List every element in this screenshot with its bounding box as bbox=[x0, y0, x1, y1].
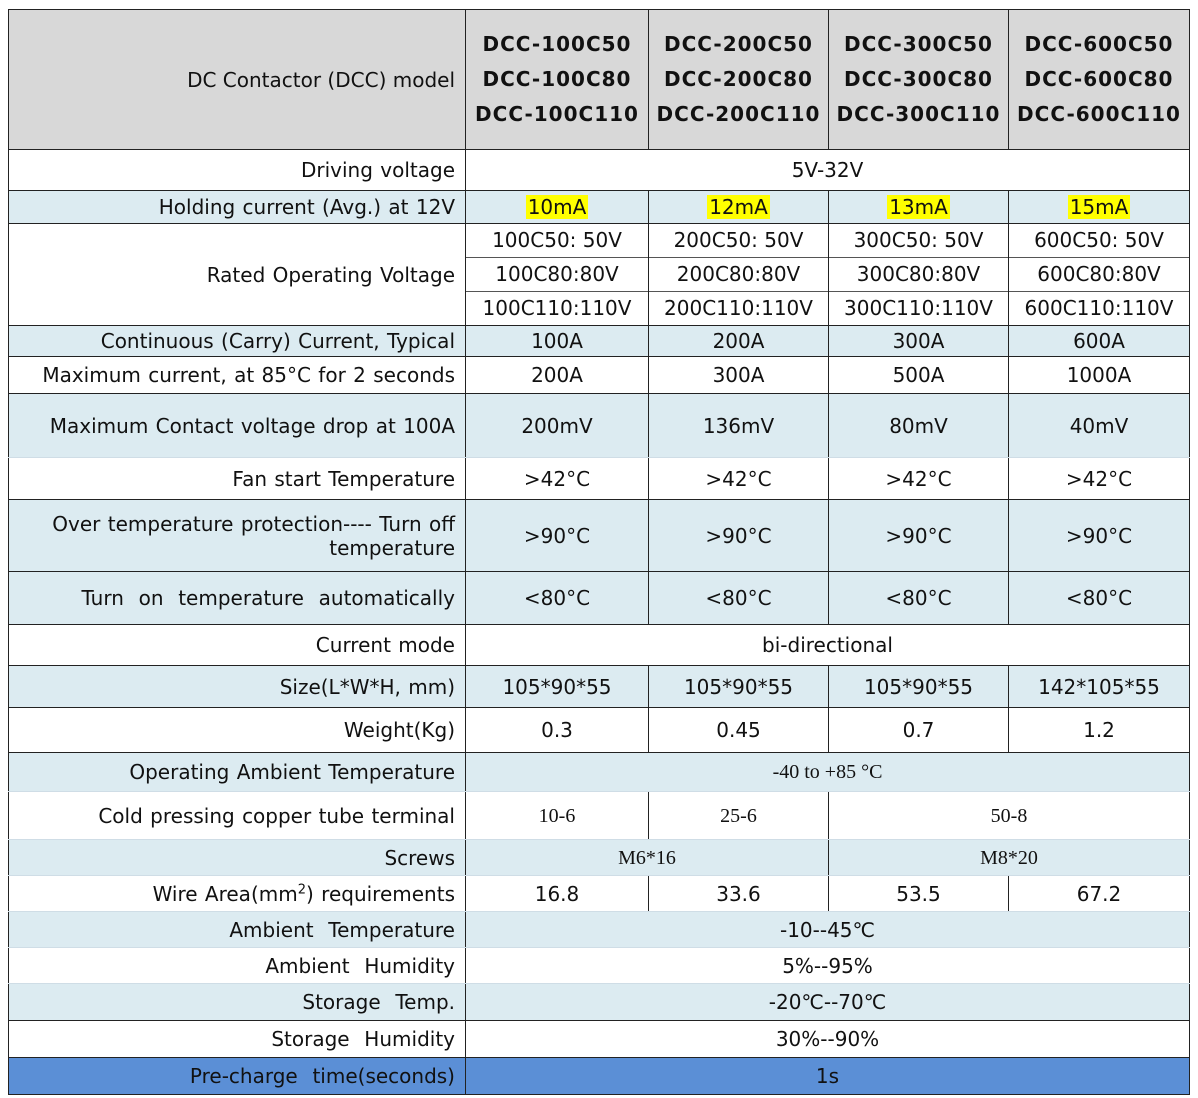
cell-value bbox=[649, 191, 829, 224]
cell-value: 100A bbox=[466, 326, 649, 357]
cell-value: 200A bbox=[649, 326, 829, 357]
row-screws bbox=[9, 840, 1190, 876]
highlighted-value: 12mA bbox=[709, 195, 768, 219]
row-label bbox=[9, 500, 466, 572]
header-row bbox=[9, 10, 1190, 150]
cell-value: 600A bbox=[1009, 326, 1190, 357]
cell-value: 200C80:80V bbox=[649, 258, 828, 292]
cell-value: 1s bbox=[466, 1058, 1190, 1095]
cell-value: 500A bbox=[829, 357, 1009, 394]
cell-value-group bbox=[649, 224, 829, 326]
cell-value: 300A bbox=[649, 357, 829, 394]
row-turn-on bbox=[9, 572, 1190, 625]
row-precharge bbox=[9, 1058, 1190, 1095]
model-group-100 bbox=[466, 10, 649, 150]
row-storage-humidity bbox=[9, 1021, 1190, 1058]
row-label: Turn on temperature automatically bbox=[9, 572, 466, 625]
cell-value: 33.6 bbox=[649, 876, 829, 912]
row-label: Storage Temp. bbox=[9, 984, 466, 1021]
cell-value: 300A bbox=[829, 326, 1009, 357]
row-label: Screws bbox=[9, 840, 466, 876]
model-name: DCC-200C110 bbox=[656, 102, 821, 126]
cell-value: <80°C bbox=[829, 572, 1009, 625]
row-label: Ambient Humidity bbox=[9, 948, 466, 984]
row-label: Holding current (Avg.) at 12V bbox=[9, 191, 466, 224]
row-weight bbox=[9, 708, 1190, 753]
cell-value: >42°C bbox=[466, 458, 649, 500]
row-label-line: temperature bbox=[329, 535, 455, 560]
cell-value: >42°C bbox=[649, 458, 829, 500]
cell-value: 0.3 bbox=[466, 708, 649, 753]
cell-value: 50-8 bbox=[829, 792, 1190, 840]
row-wire-area bbox=[9, 876, 1190, 912]
cell-value: 67.2 bbox=[1009, 876, 1190, 912]
cell-value: >90°C bbox=[466, 500, 649, 572]
model-name: DCC-100C110 bbox=[475, 102, 639, 126]
cell-value: 142*105*55 bbox=[1009, 666, 1190, 708]
cell-value bbox=[829, 191, 1009, 224]
row-storage-temp bbox=[9, 984, 1190, 1021]
row-label bbox=[9, 876, 466, 912]
cell-value: 200mV bbox=[466, 394, 649, 458]
cell-value: 1.2 bbox=[1009, 708, 1190, 753]
highlighted-value: 13mA bbox=[889, 195, 948, 219]
row-operating-ambient bbox=[9, 753, 1190, 792]
model-name: DCC-600C80 bbox=[1024, 67, 1174, 91]
cell-value: >90°C bbox=[829, 500, 1009, 572]
row-label: Maximum Contact voltage drop at 100A bbox=[9, 394, 466, 458]
cell-value: 600C50: 50V bbox=[1009, 224, 1189, 258]
cell-value: 0.7 bbox=[829, 708, 1009, 753]
cell-value: 100C80:80V bbox=[466, 258, 648, 292]
label-superscript: 2 bbox=[297, 881, 306, 897]
cell-value: -20℃--70℃ bbox=[466, 984, 1190, 1021]
row-ambient-humidity bbox=[9, 948, 1190, 984]
row-label: Fan start Temperature bbox=[9, 458, 466, 500]
model-name: DCC-600C50 bbox=[1024, 32, 1174, 56]
row-voltage-drop bbox=[9, 394, 1190, 458]
cell-value: 100C110:110V bbox=[482, 296, 632, 320]
row-label: Pre-charge time(seconds) bbox=[9, 1058, 466, 1095]
header-label: DC Contactor (DCC) model bbox=[9, 10, 466, 150]
model-name: DCC-300C50 bbox=[844, 32, 993, 56]
highlighted-value: 10mA bbox=[527, 195, 587, 219]
row-label: Storage Humidity bbox=[9, 1021, 466, 1058]
row-label: Maximum current, at 85°C for 2 seconds bbox=[9, 357, 466, 394]
row-terminal bbox=[9, 792, 1190, 840]
cell-value: 105*90*55 bbox=[649, 666, 829, 708]
cell-value: 0.45 bbox=[649, 708, 829, 753]
cell-value-group bbox=[1009, 224, 1190, 326]
row-label: Cold pressing copper tube terminal bbox=[9, 792, 466, 840]
row-label: Continuous (Carry) Current, Typical bbox=[9, 326, 466, 357]
cell-value-group bbox=[829, 224, 1009, 326]
cell-value: <80°C bbox=[649, 572, 829, 625]
row-label: Ambient Temperature bbox=[9, 912, 466, 948]
cell-value: >90°C bbox=[1009, 500, 1190, 572]
cell-value: 136mV bbox=[649, 394, 829, 458]
cell-value: 300C50: 50V bbox=[829, 224, 1008, 258]
cell-value: 105*90*55 bbox=[829, 666, 1009, 708]
cell-value: M8*20 bbox=[829, 840, 1190, 876]
cell-value: 5%--95% bbox=[466, 948, 1190, 984]
model-group-200 bbox=[649, 10, 829, 150]
row-max-current bbox=[9, 357, 1190, 394]
cell-value: 10-6 bbox=[466, 792, 649, 840]
label-part: ) requirements bbox=[306, 881, 455, 906]
model-name: DCC-200C50 bbox=[664, 32, 813, 56]
cell-value bbox=[1009, 191, 1190, 224]
row-label: Weight(Kg) bbox=[9, 708, 466, 753]
cell-value: 600C80:80V bbox=[1009, 258, 1189, 292]
cell-value: >42°C bbox=[829, 458, 1009, 500]
row-current-mode bbox=[9, 625, 1190, 666]
cell-value: 200C110:110V bbox=[664, 296, 813, 320]
row-over-temp bbox=[9, 500, 1190, 572]
model-name: DCC-200C80 bbox=[664, 67, 813, 91]
cell-value: -40 to +85 °C bbox=[466, 753, 1190, 792]
row-rated-voltage bbox=[9, 224, 1190, 326]
cell-value: 16.8 bbox=[466, 876, 649, 912]
cell-value: >42°C bbox=[1009, 458, 1190, 500]
row-label: Driving voltage bbox=[9, 150, 466, 191]
cell-value: 30%--90% bbox=[466, 1021, 1190, 1058]
model-name: DCC-100C80 bbox=[482, 67, 632, 91]
cell-value: 300C80:80V bbox=[829, 258, 1008, 292]
cell-value: 53.5 bbox=[829, 876, 1009, 912]
row-label: Current mode bbox=[9, 625, 466, 666]
spec-table bbox=[8, 9, 1190, 1095]
cell-value: 40mV bbox=[1009, 394, 1190, 458]
row-ambient-temp bbox=[9, 912, 1190, 948]
row-driving-voltage bbox=[9, 150, 1190, 191]
cell-value bbox=[466, 191, 649, 224]
cell-value: <80°C bbox=[1009, 572, 1190, 625]
row-label: Size(L*W*H, mm) bbox=[9, 666, 466, 708]
cell-value: -10--45℃ bbox=[466, 912, 1190, 948]
model-name: DCC-600C110 bbox=[1017, 102, 1181, 126]
cell-value: 25-6 bbox=[649, 792, 829, 840]
cell-value: 200A bbox=[466, 357, 649, 394]
cell-value: bi-directional bbox=[466, 625, 1190, 666]
model-name: DCC-100C50 bbox=[482, 32, 632, 56]
row-continuous-current bbox=[9, 326, 1190, 357]
row-label: Operating Ambient Temperature bbox=[9, 753, 466, 792]
cell-value-group bbox=[466, 224, 649, 326]
row-fan-start bbox=[9, 458, 1190, 500]
row-holding-current bbox=[9, 191, 1190, 224]
cell-value: 100C50: 50V bbox=[466, 224, 648, 258]
cell-value: 105*90*55 bbox=[466, 666, 649, 708]
model-group-600 bbox=[1009, 10, 1190, 150]
cell-value: 5V-32V bbox=[466, 150, 1190, 191]
cell-value: 80mV bbox=[829, 394, 1009, 458]
highlighted-value: 15mA bbox=[1069, 195, 1129, 219]
cell-value: 300C110:110V bbox=[844, 296, 993, 320]
cell-value: M6*16 bbox=[466, 840, 829, 876]
cell-value: 200C50: 50V bbox=[649, 224, 828, 258]
row-size bbox=[9, 666, 1190, 708]
cell-value: >90°C bbox=[649, 500, 829, 572]
label-part: Wire Area(mm bbox=[152, 881, 298, 906]
cell-value: 600C110:110V bbox=[1024, 296, 1174, 320]
row-label-line: Over temperature protection---- Turn off bbox=[52, 511, 455, 536]
model-name: DCC-300C80 bbox=[844, 67, 993, 91]
model-name: DCC-300C110 bbox=[836, 102, 1001, 126]
row-label: Rated Operating Voltage bbox=[9, 224, 466, 326]
cell-value: <80°C bbox=[466, 572, 649, 625]
cell-value: 1000A bbox=[1009, 357, 1190, 394]
model-group-300 bbox=[829, 10, 1009, 150]
